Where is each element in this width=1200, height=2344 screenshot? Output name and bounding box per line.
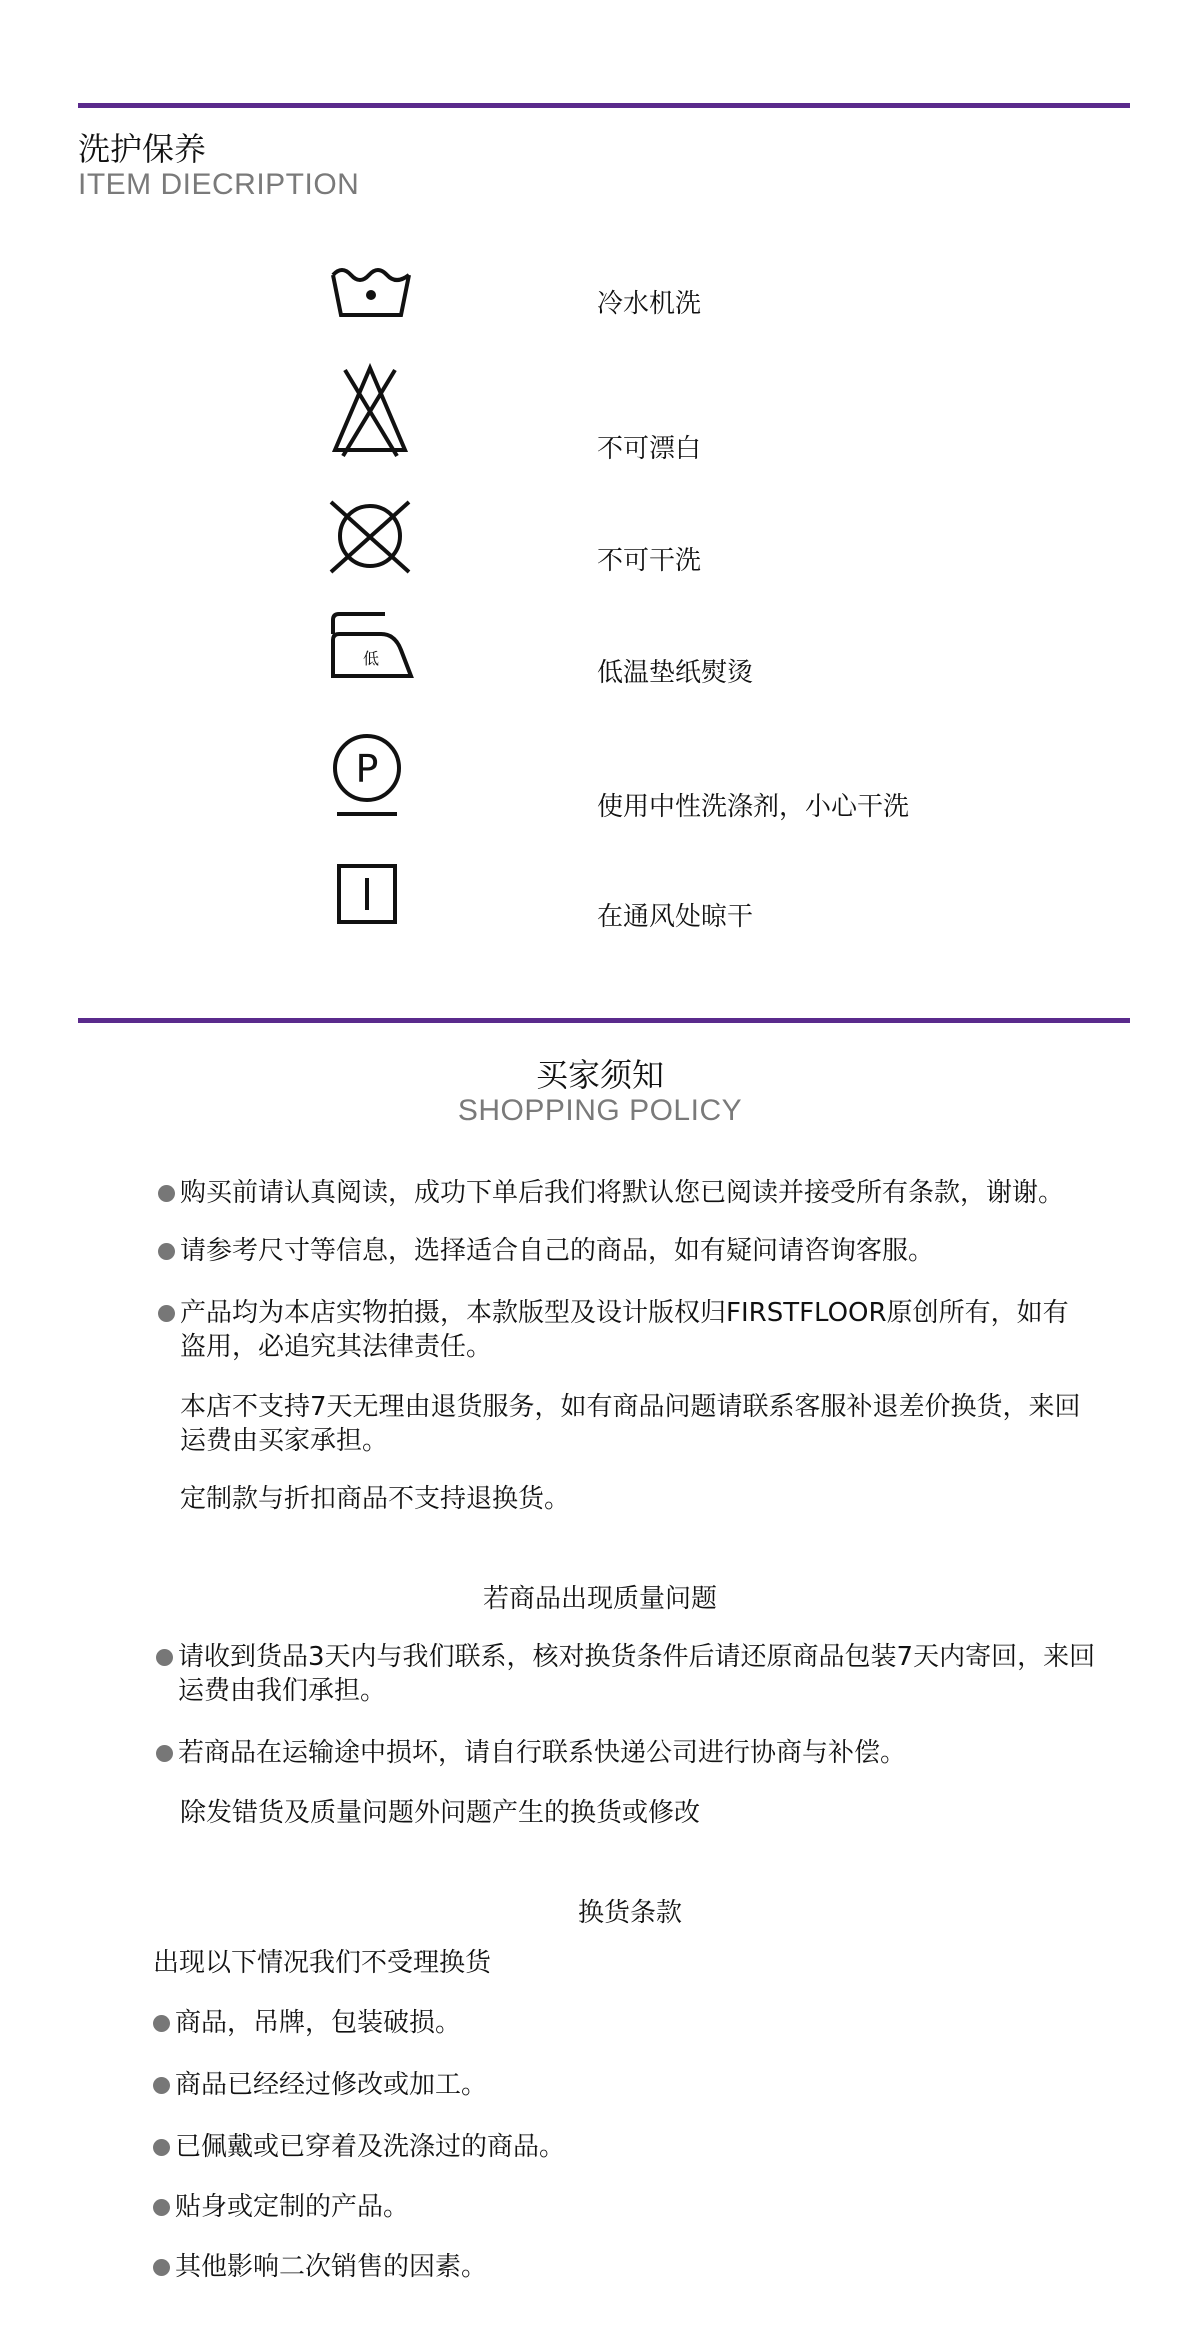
care-item-p-dry-clean xyxy=(325,728,1045,838)
care-item-no-dry-clean xyxy=(325,500,1045,610)
exchange-bullet-text: 商品，吊牌，包装破损。 xyxy=(175,2008,462,2038)
bullet-dot xyxy=(158,1243,175,1260)
top-divider xyxy=(78,103,1130,108)
low-iron-icon-text: 低 xyxy=(362,649,380,668)
bullet-dot xyxy=(153,2077,170,2094)
low-iron-icon xyxy=(325,610,415,710)
policy-notice-custom: 定制款与折扣商品不支持退换货。 xyxy=(180,1484,571,1514)
exchange-bullet-text: 已佩戴或已穿着及洗涤过的商品。 xyxy=(175,2132,566,2162)
policy-title-zh: 买家须知 xyxy=(535,1056,664,1094)
no-dry-clean-icon xyxy=(325,500,415,600)
bullet-dot xyxy=(153,2139,170,2156)
cold-wash-icon xyxy=(325,255,415,355)
care-label: 不可干洗 xyxy=(597,546,702,576)
policy-bullet-text: 产品均为本店实物拍摄，本款版型及设计版权归FIRSTFLOOR原创所有，如有盗用，必追究其法律责任。 xyxy=(180,1298,1069,1362)
care-title-en: ITEM DIECRIPTION xyxy=(78,168,360,201)
quality-bullet xyxy=(156,1736,1096,1770)
care-label: 冷水机洗 xyxy=(597,289,702,319)
exchange-bullet xyxy=(153,2068,1053,2102)
care-item-no-bleach xyxy=(325,360,1045,470)
exchange-intro: 出现以下情况我们不受理换货 xyxy=(153,1948,492,1978)
care-item-low-iron xyxy=(325,610,1045,720)
care-label: 在通风处晾干 xyxy=(597,902,754,932)
policy-bullet-text: 购买前请认真阅读，成功下单后我们将默认您已阅读并接受所有条款，谢谢。 xyxy=(180,1178,1065,1208)
policy-title-en: SHOPPING POLICY xyxy=(457,1094,743,1127)
bullet-dot xyxy=(156,1745,173,1762)
care-label: 使用中性洗涤剂，小心干洗 xyxy=(597,792,910,822)
policy-bullet-text: 请参考尺寸等信息，选择适合自己的商品，如有疑问请咨询客服。 xyxy=(180,1236,935,1266)
care-label: 不可漂白 xyxy=(597,434,702,464)
quality-heading: 若商品出现质量问题 xyxy=(482,1584,717,1614)
policy-bullet xyxy=(158,1234,1098,1268)
quality-bullet-text: 请收到货品3天内与我们联系，核对换货条件后请还原商品包装7天内寄回，来回运费由我们承担。 xyxy=(178,1642,1096,1706)
bullet-dot xyxy=(153,2199,170,2216)
policy-notice-no-return: 本店不支持7天无理由退货服务，如有商品问题请联系客服补退差价换货，来回运费由买家承担。 xyxy=(180,1392,1081,1456)
care-title-zh: 洗护保养 xyxy=(78,130,207,168)
exchange-bullet xyxy=(153,2190,1053,2224)
exchange-bullet-text: 其他影响二次销售的因素。 xyxy=(175,2252,488,2282)
exchange-heading: 换货条款 xyxy=(577,1898,682,1928)
care-label: 低温垫纸熨烫 xyxy=(597,658,754,688)
exchange-bullet xyxy=(153,2250,1053,2284)
bullet-dot xyxy=(158,1185,175,1202)
policy-bullet xyxy=(158,1176,1098,1210)
p-icon-text: P xyxy=(355,747,379,791)
bullet-dot xyxy=(156,1649,173,1666)
exchange-bullet-text: 贴身或定制的产品。 xyxy=(175,2192,410,2222)
no-bleach-icon xyxy=(325,360,415,460)
care-item-cold-wash xyxy=(325,255,1045,365)
quality-bullet-text: 若商品在运输途中损坏，请自行联系快递公司进行协商与补偿。 xyxy=(178,1738,907,1768)
professional-dry-clean-p-icon xyxy=(325,728,415,828)
quality-bullet xyxy=(156,1640,1096,1708)
policy-bullet xyxy=(158,1296,1088,1364)
bullet-dot xyxy=(153,2259,170,2276)
exchange-bullet xyxy=(153,2130,1053,2164)
bullet-dot xyxy=(158,1305,175,1322)
quality-note: 除发错货及质量问题外问题产生的换货或修改 xyxy=(180,1798,701,1828)
care-item-dry-in-shade xyxy=(325,858,1045,968)
dry-in-shade-icon xyxy=(325,858,415,958)
exchange-bullet-text: 商品已经经过修改或加工。 xyxy=(175,2070,488,2100)
bullet-dot xyxy=(153,2015,170,2032)
policy-divider xyxy=(78,1018,1130,1023)
exchange-bullet xyxy=(153,2006,1053,2040)
